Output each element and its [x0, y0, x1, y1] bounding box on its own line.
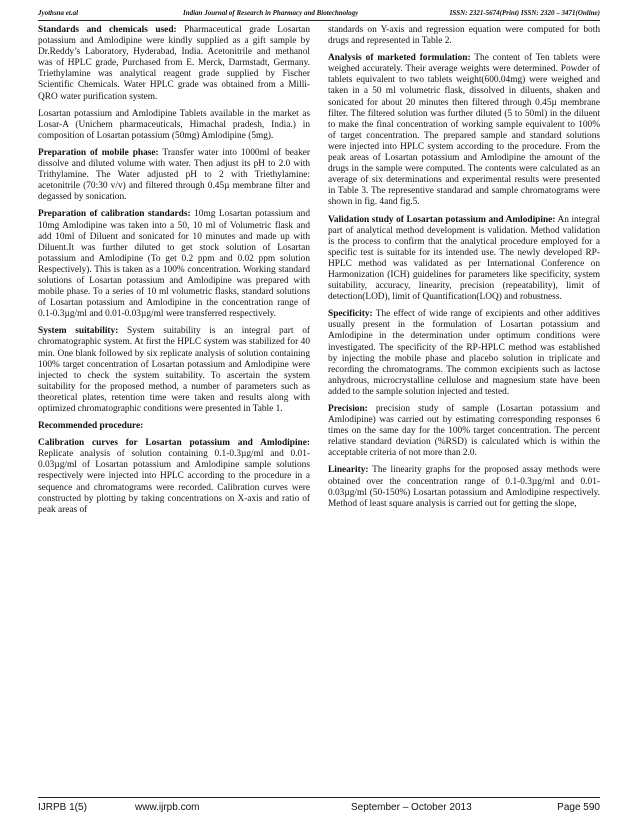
heading-precision: Precision:: [328, 404, 368, 414]
heading-linearity: Linearity:: [328, 465, 369, 476]
paragraph-continuation: [328, 25, 600, 47]
text-mobile-phase: Transfer water into 1000ml of beaker dissolve and diluted volume with water. Then adjust its pH to 2.0 with Trithylamine. The Water adjusted pH to 2 with Triethylamine: acetonitrile (70:30 v/v) and filtered through 0.45µ membrane filter and degassed by sonication.: [38, 147, 310, 203]
footer-page-number: Page 590: [557, 802, 600, 813]
text-calibration-curves: Replicate analysis of solution containing 0.1-0.3µg/ml and 0.01-0.03µg/ml of Losartan potassium and Amlodipine sample solutions respectively were injected into HPLC according to the procedure in a sequence and chromatograms were recorded. Calibration curves were constructed by plotting by taking concentrations on X-axis and ratio of peak areas of: [38, 449, 310, 515]
heading-recommended-procedure: Recommended procedure:: [38, 421, 144, 432]
header-author: Jyothsna et.al: [38, 9, 79, 17]
heading-system-suitability: System suitability:: [38, 326, 119, 337]
heading-marketed-formulation: Analysis of marketed formulation:: [328, 53, 471, 64]
text-tablets: Losartan potassium and Amlodipine Tablets available in the market as Losar-A (Unichem pharmaceuticals, Himachal pradesh, India.) in composition of Losartan potassium (50mg) Amlodipine (5mg).: [38, 108, 310, 141]
text-linearity: The linearity graphs for the proposed assay methods were obtained over the concentration range of 0.1-0.3µg/ml and 0.01-0.03µg/ml (50-150%) Losartan potassium and Amlodipine respectively. Method of least square analysis is carried out for getting the slope,: [328, 465, 600, 509]
paragraph-linearity: [328, 465, 600, 509]
left-column: [38, 25, 310, 522]
paragraph-calibration-curves: [38, 438, 310, 516]
paragraph-validation: [328, 215, 600, 304]
footer-date: September – October 2013: [351, 802, 472, 813]
heading-calibration-curves: Calibration curves for Losartan potassium and Amlodipine:: [38, 438, 310, 449]
paragraph-specificity: [328, 309, 600, 398]
text-standards: Pharmaceutical grade Losartan potassium and Amlodipine were kindly supplied as a gift sample by Dr.Reddy’s Laboratory, Hyderabad, India. Acetonitrile and methanol was of HPLC grade, Purchased from E. Merck, Darmstadt, Germany. Triethylamine was analytical reagent grade supplied by Fischer Scientific Chemicals. Water HPLC grade was obtained from a Milli-QRO water purification system.: [38, 25, 310, 102]
paragraph-mobile-phase: [38, 148, 310, 203]
running-header: [38, 7, 600, 20]
heading-standards: Standards and chemicals used:: [38, 25, 177, 35]
text-calibration-standards: 10mg Losartan potassium and 10mg Amlodipine was taken into a 50, 10 ml of Volumetric flask and add 10ml of Diluent and sonicated for 10 minutes and made up with Diluent.It was further diluted to get stock solution of Losartan potassium and Amlodipine (To get 0.2 ppm and 0.02 ppm solution Respectively). This is taken as a 100% concentration. Working standard solutions of Losartan potassium and Amlodipine was prepared with mobile phase. To a series of 10 ml volumetric flasks, standard solutions of Losartan potassium and Amlodipine in the concentration range of 0.1-0.3µg/ml and 0.01-0.03µg/ml were transferred respectively.: [38, 209, 310, 320]
right-column: [328, 25, 600, 516]
paragraph-standards: [38, 25, 310, 103]
footer-website[interactable]: www.ijrpb.com: [135, 802, 200, 813]
heading-validation: Validation study of Losartan potassium and Amlodipine:: [328, 214, 556, 225]
text-system-suitability: System suitability is an integral part of chromatographic system. At first the HPLC system was stabilized for 40 min. One blank followed by six replicate analysis of solution containing 100% target concentration of Losartan potassium and Amlodipine were injected to check the system suitability. To ascertain the system suitability for the proposed method, a number of parameters such as theoretical plates, retention time were taken and results along with optimized chromatographic conditions were presented in Table 1.: [38, 326, 310, 414]
heading-specificity: Specificity:: [328, 309, 373, 320]
paragraph-recommended-procedure: [38, 421, 310, 432]
paragraph-precision: [328, 404, 600, 459]
footer-volume: IJRPB 1(5): [38, 802, 87, 813]
text-specificity: The effect of wide range of excipients and other additives usually present in the formulation of Losartan potassium and Amlodipine in the determination under optimum conditions were investigated. The specificity of the RP-HPLC method was established by injecting the mobile phase and placebo solution in triplicate and recording the chromatograms. The common excipients such as lactose anhydrous, microcrystalline cellulose and magnesium state have been added to the sample solution injected and tested.: [328, 309, 600, 397]
paragraph-system-suitability: [38, 326, 310, 415]
header-issn: ISSN: 2321-5674(Print) ISSN: 2320 – 3471(Online): [449, 9, 600, 17]
header-journal: Indian Journal of Research in Pharmacy and Biotechnology: [183, 9, 359, 17]
paragraph-tablets: [38, 109, 310, 142]
footer-rule: [38, 797, 600, 798]
header-rule: [38, 20, 600, 21]
running-footer: [38, 802, 600, 816]
text-marketed-formulation: The content of Ten tablets were weighed accurately. Their average weights were determined. Powder of tablets equivalent to two tablets weight(600.04mg) were weighed and taken in a 50 ml volumetric flask, dissolved in diluents, shaken and sonicated for about 20 minutes then filtered through 0.45µ membrane filter. The filtered solution was further diluted (5 to 50ml) in the diluent to make the final concentration of working sample equivalent to 100% of target concentration. The prepared sample and standard solutions were injected into HPLC system according to the procedure. From the peak areas of Losartan potassium and Amlodipine the amount of the drugs in the sample were computed. The contents were calculated as an average of six determinations and experimental results were presented in Table 3. The representive standarad and sample chromatograms were shown in fig. 4and fig.5.: [328, 53, 600, 208]
text-continuation: standards on Y-axis and regression equation were computed for both drugs and represented in Table 2.: [328, 25, 600, 47]
heading-mobile-phase: Preparation of mobile phase:: [38, 147, 159, 158]
text-precision: precision study of sample (Losartan potassium and Amlodipine) was carried out by estimating corresponding responses 6 times on the same day for the 100% target concentration. The percent relative standard deviation (%RSD) is calculated which is within the acceptable criteria of not more than 2.0.: [328, 404, 600, 459]
text-validation: An integral part of analytical method development is validation. Method validation is the process to confirm that the analytical procedure employed for a specific test is suitable for its intended use. The newly developed RP-HPLC method was validated as per International Conference on Harmonization (ICH) guidelines for parameters like specificity, system suitability, accuracy, linearity, precision (repeatability), limit of detection(LOD), limit of Quantification(LOQ) and robustness.: [328, 214, 600, 303]
paragraph-marketed-formulation: [328, 53, 600, 208]
heading-calibration-standards: Preparation of calibration standards:: [38, 209, 191, 220]
paragraph-calibration-standards: [38, 209, 310, 320]
